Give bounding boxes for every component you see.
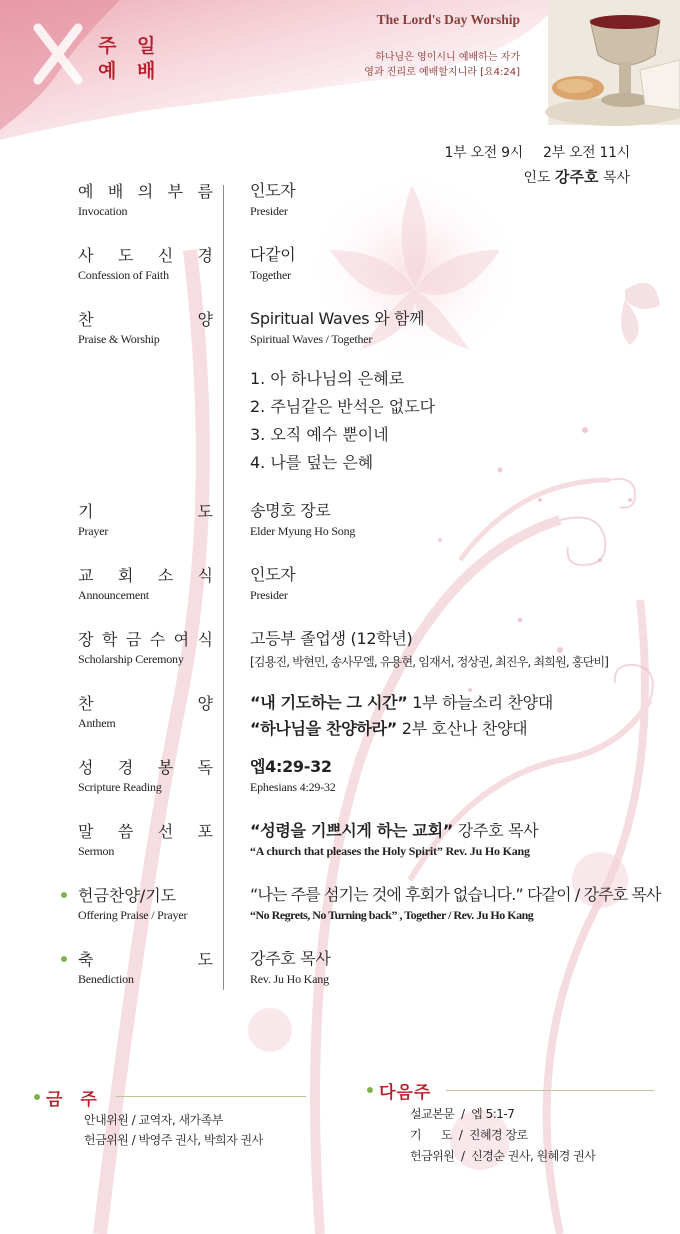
order-item-confession-label xyxy=(78,246,213,283)
ko-char: 축 xyxy=(78,950,94,969)
ko-label xyxy=(78,822,213,842)
ko-char: 성 xyxy=(78,758,94,777)
item-sub: Together xyxy=(250,268,291,282)
item-main: 송명호 장로 xyxy=(250,501,331,520)
anthem-choir-1: 1부 하늘소리 찬양대 xyxy=(407,693,553,712)
song-item: 1. 아 하나님의 은혜로 xyxy=(250,369,405,388)
ko-char: 예 xyxy=(78,182,94,201)
song-item: 2. 주님같은 반석은 없도다 xyxy=(250,397,436,416)
order-item-prayer-detail xyxy=(250,500,670,539)
order-item-scholarship-detail xyxy=(250,628,670,670)
order-item-sermon-label xyxy=(78,822,213,859)
order-item-anthem-label xyxy=(78,694,213,731)
order-item-announcement-detail xyxy=(250,564,670,603)
order-item-anthem-detail xyxy=(250,692,670,740)
en-label: Confession of Faith xyxy=(78,268,169,282)
bullet-dot xyxy=(61,892,67,898)
ko-label xyxy=(78,182,213,202)
order-item-offering-detail xyxy=(250,884,670,923)
sermon-line xyxy=(250,820,670,842)
this-week-details xyxy=(84,1110,263,1150)
this-week-title: 금 주 xyxy=(46,1090,103,1110)
en-label: Anthem xyxy=(78,716,116,730)
ko-char: 배 xyxy=(107,182,124,201)
en-label: Offering Praise / Prayer xyxy=(78,908,188,922)
anthem-line-2 xyxy=(250,718,670,740)
corner-title-line1: 주 일 xyxy=(98,35,163,57)
offering-committee-line: 헌금위원 / 박영주 권사, 박희자 권사 xyxy=(84,1133,263,1147)
en-label: Prayer xyxy=(78,524,109,538)
en-label: Benediction xyxy=(78,972,134,986)
en-label: Sermon xyxy=(78,844,115,858)
scripture-verse xyxy=(364,50,520,80)
ko-char: 식 xyxy=(197,630,213,649)
offering-committee-line: 헌금위원 / 신경순 권사, 원혜경 권사 xyxy=(410,1149,596,1163)
item-main: Spiritual Waves 와 함께 xyxy=(250,309,425,328)
ko-label xyxy=(78,694,213,714)
worship-corner-title xyxy=(98,34,162,84)
item-sub: “A church that pleases the Holy Spirit” Rev. Ju Ho Kang xyxy=(250,844,530,858)
ko-char: 학 xyxy=(101,630,118,649)
en-label: Scholarship Ceremony xyxy=(78,652,184,666)
en-label: Announcement xyxy=(78,588,149,602)
sermon-text-line: 설교본문 / 엡 5:1-7 xyxy=(410,1107,515,1121)
ko-char: 부 xyxy=(167,182,184,201)
ko-char: 기 xyxy=(78,502,94,521)
ko-char: 도 xyxy=(197,502,213,521)
order-item-scripture-detail xyxy=(250,756,670,795)
english-title: The Lord's Day Worship xyxy=(376,12,520,27)
ushers-line: 안내위원 / 교역자, 새가족부 xyxy=(84,1113,223,1127)
leader-title: 목사 xyxy=(602,170,630,186)
ko-label xyxy=(78,950,213,970)
leader-name: 강주호 xyxy=(555,168,599,186)
item-main: 강주호 목사 xyxy=(250,949,331,968)
item-main: 인도자 xyxy=(250,565,296,584)
ko-char: 름 xyxy=(197,182,213,201)
song-list xyxy=(250,365,670,477)
order-item-sermon-detail xyxy=(250,820,670,859)
item-sub: Elder Myung Ho Song xyxy=(250,524,356,538)
order-item-benediction-detail xyxy=(250,948,670,987)
prayer-line: 기 도 / 진혜경 장로 xyxy=(410,1128,528,1142)
order-item-praise-label xyxy=(78,310,213,347)
ko-char: 포 xyxy=(197,822,213,841)
item-sub: Rev. Ju Ho Kang xyxy=(250,972,329,986)
order-item-praise-detail xyxy=(250,308,670,347)
item-sub: Spiritual Waves / Together xyxy=(250,332,373,346)
ko-label xyxy=(78,630,213,650)
ko-char: 양 xyxy=(197,310,213,329)
ko-char: 회 xyxy=(117,566,134,585)
leader-prefix: 인도 xyxy=(523,170,551,186)
ko-char: 경 xyxy=(117,758,134,777)
song-item: 3. 오직 예수 뿐이네 xyxy=(250,425,389,444)
ko-char: 선 xyxy=(157,822,174,841)
ko-char: 씀 xyxy=(117,822,134,841)
ko-char: 도 xyxy=(197,950,213,969)
anthem-line-1 xyxy=(250,692,670,714)
ko-char: 찬 xyxy=(78,694,94,713)
order-item-invocation-detail xyxy=(250,180,670,219)
service-times xyxy=(445,142,630,162)
ko-char: 수 xyxy=(149,630,166,649)
section-bullet xyxy=(34,1094,40,1100)
ko-label xyxy=(78,502,213,522)
order-item-offering-label xyxy=(78,886,213,923)
ko-char: 의 xyxy=(137,182,154,201)
ko-char: 장 xyxy=(78,630,94,649)
ko-char: 소 xyxy=(157,566,174,585)
item-main: 엡4:29-32 xyxy=(250,757,332,776)
corner-title-line2: 예 배 xyxy=(98,60,163,82)
order-item-prayer-label xyxy=(78,502,213,539)
verse-line1: 하나님은 영이시니 예배하는 자가 xyxy=(375,52,520,63)
ko-char: 신 xyxy=(157,246,174,265)
en-label: Praise & Worship xyxy=(78,332,160,346)
graduate-names: [김용진, 박현민, 송사무엘, 유용현, 임재서, 정상권, 최진우, 최희원, 홍단비] xyxy=(250,655,609,669)
item-main: 고등부 졸업생 (12학년) xyxy=(250,629,413,648)
ko-char: 교 xyxy=(78,566,94,585)
anthem-choir-2: 2부 호산나 찬양대 xyxy=(396,719,528,738)
order-item-invocation-label xyxy=(78,182,213,219)
ko-label xyxy=(78,310,213,330)
en-label: Scripture Reading xyxy=(78,780,162,794)
bullet-dot xyxy=(61,956,67,962)
ko-label xyxy=(78,246,213,266)
next-week-title: 다음주 xyxy=(379,1083,432,1103)
ko-char: 사 xyxy=(78,246,94,265)
ko-label: 헌금찬양/기도 xyxy=(78,886,177,905)
order-item-scripture-label xyxy=(78,758,213,795)
order-item-benediction-label xyxy=(78,950,213,987)
next-week-details xyxy=(410,1104,595,1167)
song-item: 4. 나를 덮는 은혜 xyxy=(250,453,374,472)
section-rule xyxy=(446,1090,654,1091)
ko-char: 양 xyxy=(197,694,213,713)
section-rule xyxy=(116,1096,306,1097)
ko-char: 찬 xyxy=(78,310,94,329)
service-2-time: 2부 오전 11시 xyxy=(542,145,630,161)
ko-char: 말 xyxy=(78,822,94,841)
communion-cup-illustration xyxy=(545,0,680,126)
ko-char: 경 xyxy=(197,246,213,265)
item-sub: Ephesians 4:29-32 xyxy=(250,780,336,794)
ko-label xyxy=(78,758,213,778)
order-item-scholarship-label xyxy=(78,630,213,667)
item-sub: Presider xyxy=(250,204,288,218)
order-item-confession-detail xyxy=(250,244,670,283)
anthem-title-2: “하나님을 찬양하라” xyxy=(250,719,397,738)
column-divider xyxy=(223,185,224,990)
item-sub: Presider xyxy=(250,588,288,602)
ko-char: 여 xyxy=(173,630,190,649)
ko-char: 금 xyxy=(125,630,142,649)
item-main: 인도자 xyxy=(250,181,296,200)
ko-char: 독 xyxy=(197,758,213,777)
ko-label xyxy=(78,566,213,586)
service-1-time: 1부 오전 9시 xyxy=(444,145,523,161)
order-item-announcement-label xyxy=(78,566,213,603)
en-label: Invocation xyxy=(78,204,128,218)
item-main: “나는 주를 섬기는 것에 후회가 없습니다.” 다같이 / 강주호 목사 xyxy=(250,885,661,904)
item-sub: “No Regrets, No Turning back” , Together / Rev. Ju Ho Kang xyxy=(250,908,534,922)
sermon-title: “성령을 기쁘시게 하는 교회” xyxy=(250,821,453,840)
item-main: 다같이 xyxy=(250,245,296,264)
anthem-title-1: “내 기도하는 그 시간” xyxy=(250,693,408,712)
ko-char: 봉 xyxy=(157,758,174,777)
sermon-preacher: 강주호 목사 xyxy=(452,821,539,840)
ko-char: 식 xyxy=(197,566,213,585)
section-bullet xyxy=(367,1087,373,1093)
verse-line2: 영과 진리로 예배할지니라 [요4:24] xyxy=(364,67,520,78)
ko-char: 도 xyxy=(117,246,134,265)
